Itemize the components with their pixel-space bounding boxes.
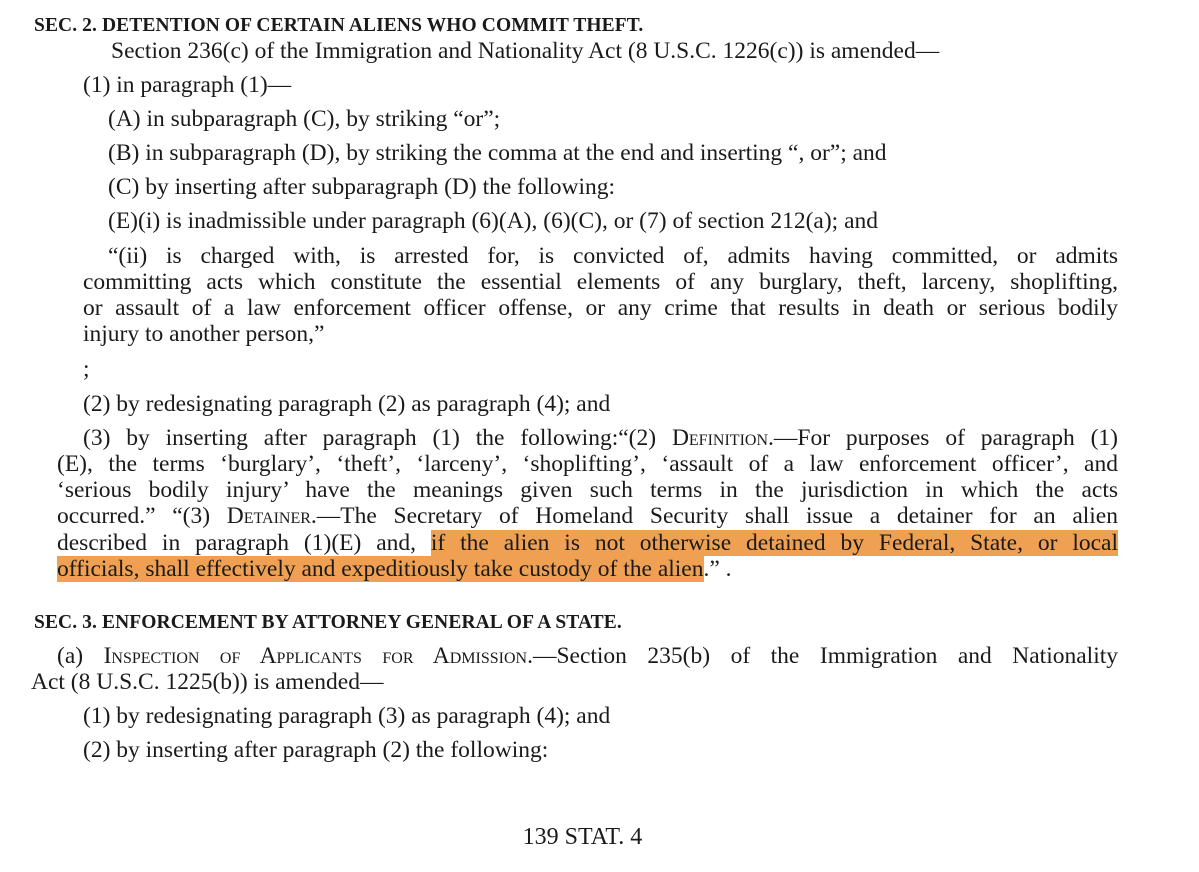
clause-e-i: (E)(i) is inadmissible under paragraph (6)(A), (6)(C), or (7) of section 212(a); and <box>108 208 879 234</box>
paragraph-3-line-1: (3) by inserting after paragraph (1) the following:“(2) Definition.—For purposes of paragraph (1) <box>83 425 1118 451</box>
clause-e-ii-line-2: committing acts which constitute the essential elements of any burglary, theft, larceny, shoplifting, <box>83 269 1118 295</box>
paragraph-3-line-5: described in paragraph (1)(E) and, if the alien is not otherwise detained by Federal, State, or local <box>57 530 1118 556</box>
subparagraph-b: (B) in subparagraph (D), by striking the comma at the end and inserting “, or”; and <box>108 140 887 166</box>
paragraph-2: (2) by redesignating paragraph (2) as paragraph (4); and <box>83 391 611 417</box>
subsection-a-line-2: Act (8 U.S.C. 1225(b)) is amended— <box>31 669 384 695</box>
highlighted-text: officials, shall effectively and expeditiously take custody of the alien <box>57 556 704 582</box>
section-2-intro: Section 236(c) of the Immigration and Nationality Act (8 U.S.C. 1226(c)) is amended— <box>111 38 940 64</box>
subparagraph-a: (A) in subparagraph (C), by striking “or”; <box>108 106 501 132</box>
paragraph-3-line-2: (E), the terms ‘burglary’, ‘theft’, ‘larceny’, ‘shoplifting’, ‘assault of a law enforcement officer’, and <box>57 451 1118 477</box>
highlighted-text: if the alien is not otherwise detained by Federal, State, or local <box>430 530 1118 556</box>
subsection-a-paragraph-2: (2) by inserting after paragraph (2) the following: <box>83 737 549 763</box>
section-2-heading: SEC. 2. DETENTION OF CERTAIN ALIENS WHO COMMIT THEFT. <box>34 15 644 36</box>
subsection-a-paragraph-1: (1) by redesignating paragraph (3) as paragraph (4); and <box>83 703 611 729</box>
subparagraph-c: (C) by inserting after subparagraph (D) the following: <box>108 174 616 200</box>
page-folio: 139 STAT. 4 <box>522 824 643 850</box>
paragraph-3-line-3: ‘serious bodily injury’ have the meanings given such terms in the jurisdiction in which the acts <box>57 477 1118 503</box>
clause-e-ii-line-1: “(ii) is charged with, is arrested for, is convicted of, admits having committed, or admits <box>108 243 1118 269</box>
subsection-a-line-1: (a) Inspection of Applicants for Admission.—Section 235(b) of the Immigration and Nationality <box>57 643 1118 669</box>
paragraph-3-line-4: occurred.” “(3) Detainer.—The Secretary of Homeland Security shall issue a detainer for an alien <box>57 503 1118 529</box>
semicolon: ; <box>83 356 90 382</box>
clause-e-ii-line-4: injury to another person,” <box>83 321 325 347</box>
section-3-heading: SEC. 3. ENFORCEMENT BY ATTORNEY GENERAL OF A STATE. <box>34 612 622 633</box>
paragraph-1: (1) in paragraph (1)— <box>83 72 292 98</box>
clause-e-ii-line-3: or assault of a law enforcement officer offense, or any crime that results in death or serious bodily <box>83 295 1118 321</box>
paragraph-3-line-6: officials, shall effectively and expeditiously take custody of the alien.” . <box>57 556 732 582</box>
